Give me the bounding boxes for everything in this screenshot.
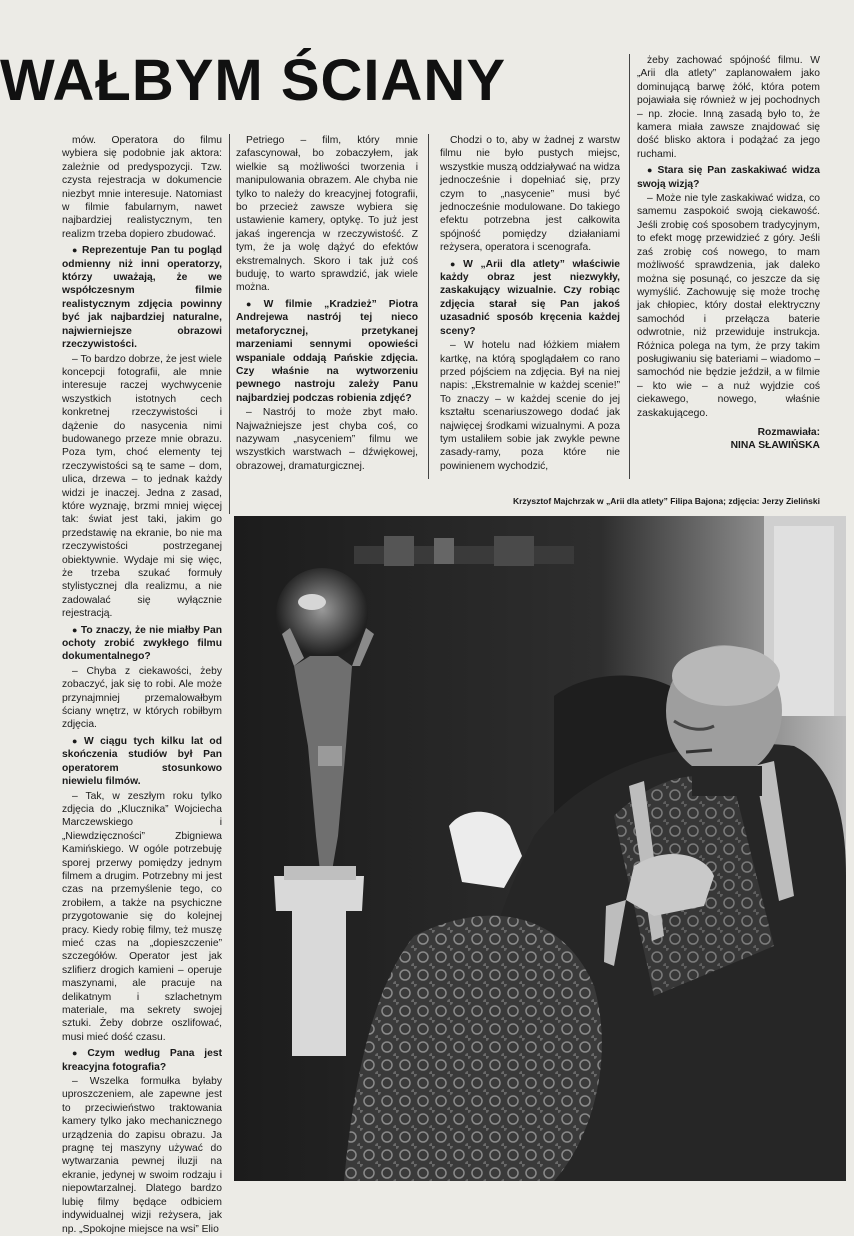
answer-paragraph [637,54,820,161]
answer-paragraph [440,339,620,473]
paragraph-text: – Może nie tyle zaskakiwać widza, co samemu zaspokoić swoją ciekawość. Jeśli zrobię coś sposobem tradycyjnym, to efekt mogę przewidzieć z góry. Jeśli zaś zrobię coś nowego, to mam możliwość sprawdzenia, jak daleko można się posunąć, co jeszcze da się wymyślić. Zachowuję się może trochę jak chłopiec, który dostał elektryczny samochód i przełącza baterie odwrotnie, niż przewiduje instrukcja. Różnica polega na tym, że przy takim posługiwaniu się bateriami – wiadomo – samochód nie będzie jeździł, a w filmie – kto wie – a nuż wyjdzie coś ciekawego, nowego, właśnie zaskakującego. [637,193,820,419]
paragraph-text: – To bardzo dobrze, że jest wiele koncepcji fotografii, ale mnie interesuje raczej wychwycenie wszystkich istotnych cech konkretnej rzeczywistości i dążenie do nasycenia nimi budowanego przeze mnie obrazu. Poza tym, choć elementy tej rzeczywistości są te same – dom, ulica, drzewa – to jednak każdy widzi je inaczej. Jedna z zasad, które wyznaję, brzmi mniej więcej tak: świat jest taki, jakim go przedstawię na ekranie, bo nie ma rzeczywistości postrzeganej obiektywnie. Wydaje mi się więc, że trzeba szukać formuły stylistycznej dla realizmu, a nie zadowalać się wyłącznie rejestracją. [62,353,222,620]
question-paragraph [62,624,222,664]
paragraph-text: – Wszelka formułka byłaby uproszczeniem, ale zapewne jest to przeciwieństwo traktowania kamery tylko jako mechanicznego urządzenia do zapisu obrazu. Ja pragnę tej maszyny używać do wytwarzania pewnej iluzji na ekranie, jedynej w swoim rodzaju i niepowtarzalnej. Dlatego bardzo lubię filmy będące odbiciem indywidualnej wizji reżysera, jak np. „Spokojne miejsce na wsi” Elio [62,1076,222,1235]
answer-paragraph [62,134,222,241]
column-divider [428,134,429,479]
photo-caption: Krzysztof Majchrzak w „Arii dla atlety” Filipa Bajona; zdjęcia: Jerzy Zieliński [512,496,820,506]
paragraph-text: Stara się Pan zaskakiwać widza swoją wizją? [637,165,821,190]
paragraph-text: żeby zachować spójność filmu. W „Arii dla atlety” zaplanowałem jako dominującą barwę żółć, która potem pojawiała się również w jej pochodnych – np. złocie. Inną zasadą było to, że kamera miała zawsze znajdować się dość blisko aktora i podążać za jego ruchami. [637,55,820,160]
film-still-photo [234,516,846,1181]
paragraph-text: Chodzi o to, aby w żadnej z warstw filmu nie było pustych miejsc, wszystkie muszą oddziaływać na widza jednocześnie i dopełniać się, przy czym to „nasycenie” musi być jednocześnie modulowane. Do takiego efektu potrzebna jest całkowita spójność pomiędzy działaniami reżysera, operatora i scenografa. [440,135,620,254]
paragraph-text: – W hotelu nad łóżkiem miałem kartkę, na którą spoglądałem co rano przed pójściem na zdjęcia. Był na niej napis: „Ekstremalnie w każdej scenie!” To znaczy – w każdej scenie do jej kształtu scenariuszowego dodać jak najwięcej środkami wizualnymi. A poza tym ustaliłem sobie jak zwykle pewne zasady-ramy, poza które nie powinienem wychodzić, [440,340,620,472]
signature-line2: NINA SŁAWIŃSKA [730,440,820,452]
film-still-image [234,516,846,1181]
bullet-icon: ● [450,258,461,269]
answer-paragraph [62,665,222,732]
paragraph-text: – Nastrój to może zbyt mało. Najważniejsze jest chyba coś, co nazywam „nasyceniem” filmu we wszystkich warstwach – dźwiękowej, obrazowej, dramaturgicznej. [236,407,418,472]
answer-paragraph [62,353,222,621]
bullet-icon: ● [72,735,82,746]
headline: WAŁBYM ŚCIANY [0,48,506,113]
paragraph-text: W „Arii dla atlety” właściwie każdy obraz jest niezwykły, zaskakujący wizualnie. Czy robiąc zdjęcia starał się Pan jakoś uzasadnić sposób kręcenia każdej sceny? [440,258,620,337]
paragraph-text: To znaczy, że nie miałby Pan ochoty zrobić zwykłego filmu dokumentalnego? [62,624,222,663]
answer-paragraph [637,192,820,420]
question-paragraph [62,735,222,789]
answer-paragraph [62,790,222,1045]
column-divider [229,134,230,514]
column-1 [62,134,223,1235]
paragraph-text: Reprezentuje Pan tu pogląd odmienny niż inni operatorzy, którzy uważają, że we współczesnym filmie realistycznym zdjęcia powinny być jak najbardziej naturalne, najwierniejsze obrazowi rzeczywistości. [62,245,223,351]
question-paragraph [62,1047,222,1074]
column-2 [236,134,418,479]
answer-paragraph [440,134,620,255]
paragraph-text: Czym według Pana jest kreacyjna fotografia? [62,1048,222,1073]
paragraph-text: W filmie „Kradzież” Piotra Andrejewa nastrój tej nieco metaforycznej, przetykanej marzeniami sennymi opowieści wspaniale oddają Pańskie zdjęcia. Czy właśnie na wytworzeniu pewnego nastroju zależy Panu najbardziej podczas robienia zdjęć? [236,298,418,404]
question-paragraph [62,244,222,351]
signature [637,426,820,453]
paragraph-text: – Tak, w zeszłym roku tylko zdjęcia do „Klucznika” Wojciecha Marczewskiego i „Niewdzięczności” Zbigniewa Kamińskiego. W ogóle potrzebuję sporej przerwy pomiędzy jednym filmem a drugim. Potrzebny mi jest czas na przemyślenie tego, co zrobiłem, a także na psychiczne przygotowanie się do kolejnej pracy. Kiedy robię filmy, też muszę mieć czas na „dopieszczenie” szczegółów. Operator jest jak szlifierz drogich kamieni – operuje maszynami, ale pracuje na delikatnym i szlachetnym materiale, ma sekrety swojej sztuki. Żeby dobrze oszlifować, musi mieć dość czasu. [62,790,222,1043]
bullet-icon: ● [72,1048,85,1059]
paragraph-text: Petriego – film, który mnie zafascynował, bo zobaczyłem, jak wielkie są możliwości tworzenia i manipulowania obrazem. Ale chyba nie tylko to należy do kreacyjnej fotografii, bo przecież zawsze wybiera się ustawienie kamery, optykę. To już jest jakaś ingerencja w rzeczywistość. Z tym, że ja wolę dążyć do efektów ekstremalnych. Skoro i tak już coś buduję, to warto sprawdzić, jak wiele można. [236,135,418,294]
question-paragraph [440,258,620,338]
answer-paragraph [236,406,418,473]
answer-paragraph [236,134,418,295]
signature-line1: Rozmawiała: [757,426,820,438]
bullet-icon: ● [246,298,261,309]
paragraph-text: mów. Operatora do filmu wybiera się podobnie jak aktora: zależnie od predyspozycji. Tzw. czysta rejestracja w dokumencie niezbyt mnie interesuje. Natomiast w filmie fabularnym, nawet najbardziej realistycznym, ten realizm trzeba dopiero zbudować. [62,135,222,240]
bullet-icon: ● [72,245,79,256]
paragraph-text: W ciągu tych kilku lat od skończenia studiów był Pan operatorem stosunkowo niewielu filmów. [62,735,223,788]
answer-paragraph [62,1075,222,1236]
bullet-icon: ● [647,165,655,176]
column-4 [637,54,820,484]
column-3 [440,134,620,479]
bullet-icon: ● [72,624,78,635]
question-paragraph [236,298,418,405]
paragraph-text: – Chyba z ciekawości, żeby zobaczyć, jak się to robi. Ale może przynajmniej przemalowałbym ściany wnętrz, w których robiłbym zdjęcia. [62,665,222,731]
column-divider [629,54,630,479]
question-paragraph [637,164,820,191]
